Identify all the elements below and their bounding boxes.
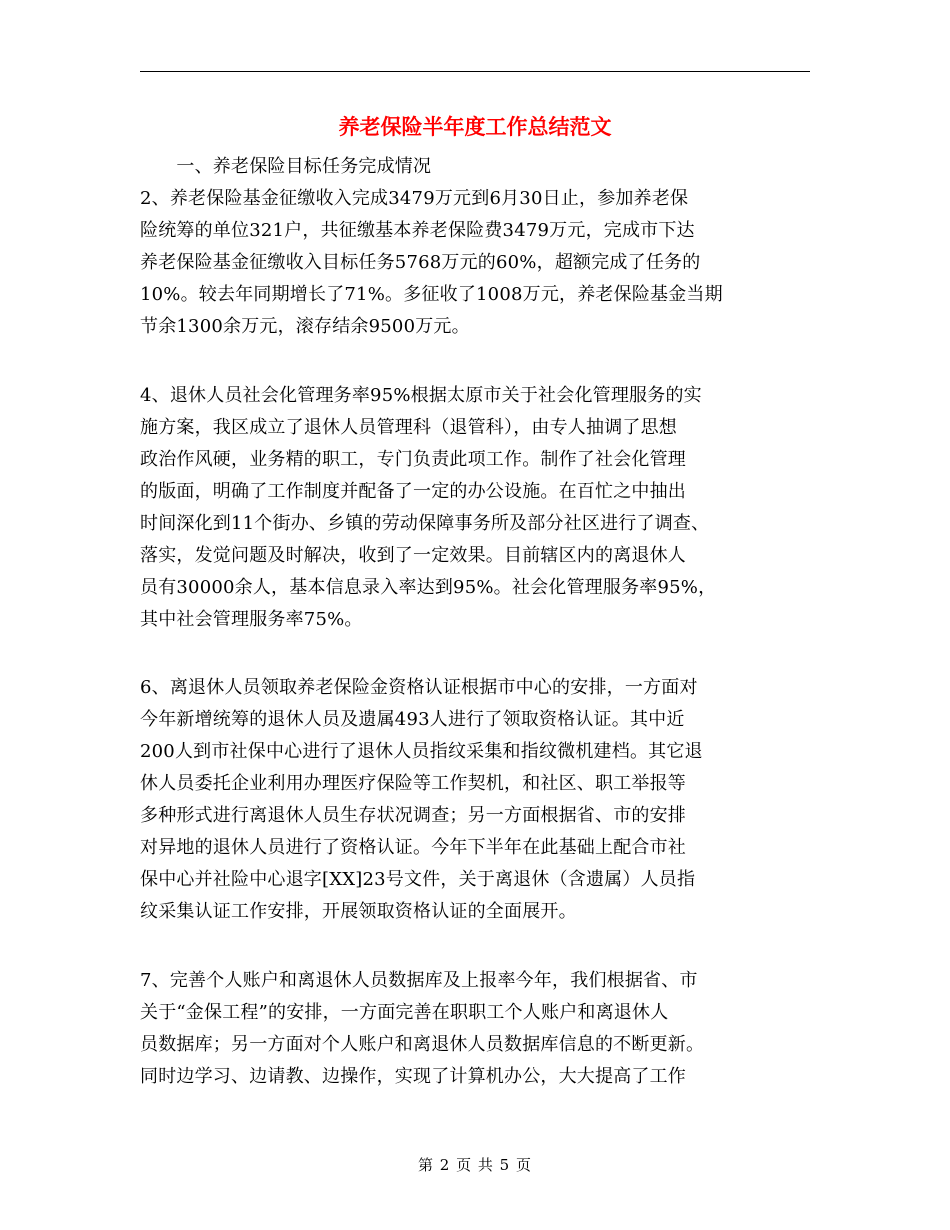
paragraph-line: 4、退休人员社会化管理务率95%根据太原市关于社会化管理服务的实 xyxy=(140,385,702,406)
paragraph-line: 险统筹的单位321户，共征缴基本养老保险费3479万元，完成市下达 xyxy=(140,220,695,241)
paragraph-line: 10%。较去年同期增长了71%。多征收了1008万元，养老保险基金当期 xyxy=(140,284,723,305)
paragraph-line: 其中社会管理服务率75%。 xyxy=(140,609,363,630)
header-rule xyxy=(140,71,810,72)
paragraph-line: 保中心并社险中心退字[XX]23号文件，关于离退休（含遗属）人员指 xyxy=(140,869,696,890)
paragraph-line: 节余1300余万元，滚存结余9500万元。 xyxy=(140,316,470,337)
paragraph-line: 对异地的退休人员进行了资格认证。今年下半年在此基础上配合市社 xyxy=(140,837,686,858)
paragraph-line: 同时边学习、边请教、边操作，实现了计算机办公，大大提高了工作 xyxy=(140,1066,686,1087)
paragraph-line: 养老保险基金征缴收入目标任务5768万元的60%，超额完成了任务的 xyxy=(140,252,701,273)
paragraph-line: 关于“金保工程”的安排，一方面完善在职职工个人账户和离退休人 xyxy=(140,1002,669,1023)
paragraph-line: 休人员委托企业利用办理医疗保险等工作契机，和社区、职工举报等 xyxy=(140,773,686,794)
paragraph-line: 7、完善个人账户和离退休人员数据库及上报率今年，我们根据省、市 xyxy=(140,970,698,991)
section-heading: 一、养老保险目标任务完成情况 xyxy=(140,156,432,177)
document-title: 养老保险半年度工作总结范文 xyxy=(338,114,612,139)
paragraph-line: 员有30000余人，基本信息录入率达到95%。社会化管理服务率95%， xyxy=(140,577,717,598)
paragraph-line: 2、养老保险基金征缴收入完成3479万元到6月30日止，参加养老保 xyxy=(140,188,689,209)
paragraph-line: 员数据库；另一方面对个人账户和离退休人员数据库信息的不断更新。 xyxy=(140,1034,705,1055)
page-number: 第 2 页 共 5 页 xyxy=(418,1156,532,1174)
paragraph-line: 纹采集认证工作安排，开展领取资格认证的全面展开。 xyxy=(140,901,577,922)
paragraph-line: 施方案，我区成立了退休人员管理科（退管科），由专人抽调了思想 xyxy=(140,417,677,438)
paragraph-line: 的版面，明确了工作制度并配备了一定的办公设施。在百忙之中抽出 xyxy=(140,481,686,502)
paragraph-line: 时间深化到11个街办、乡镇的劳动保障事务所及部分社区进行了调查、 xyxy=(140,513,710,534)
paragraph-line: 200人到市社保中心进行了退休人员指纹采集和指纹微机建档。其它退 xyxy=(140,741,703,762)
paragraph-line: 今年新增统筹的退休人员及遗属493人进行了领取资格认证。其中近 xyxy=(140,709,685,730)
paragraph-line: 政治作风硬，业务精的职工，专门负责此项工作。制作了社会化管理 xyxy=(140,449,686,470)
paragraph-line: 6、离退休人员领取养老保险金资格认证根据市中心的安排，一方面对 xyxy=(140,677,698,698)
paragraph-line: 落实，发觉问题及时解决，收到了一定效果。目前辖区内的离退休人 xyxy=(140,545,686,566)
paragraph-line: 多种形式进行离退休人员生存状况调查；另一方面根据省、市的安排 xyxy=(140,805,686,826)
